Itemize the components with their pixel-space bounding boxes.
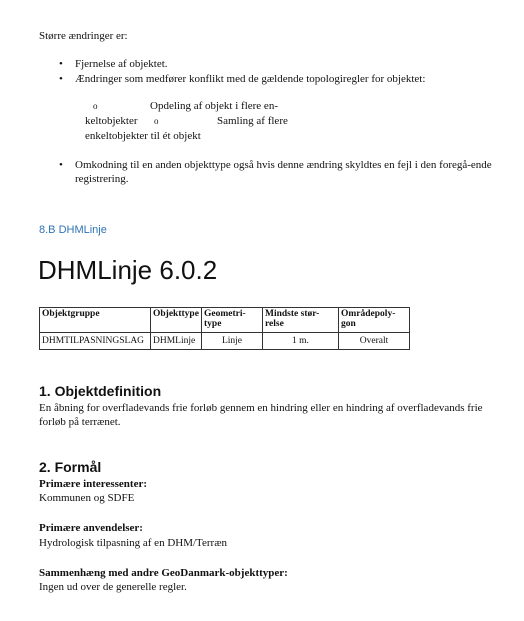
field-label: Primære anvendelser: bbox=[39, 522, 143, 534]
table-cell: DHMLinje bbox=[151, 333, 202, 350]
sub-bullet-icon: o bbox=[93, 101, 98, 111]
sub-item-text: keltobjekter bbox=[85, 115, 138, 127]
bullet-text: Fjernelse af objektet. bbox=[75, 58, 168, 70]
sub-bullet-icon: o bbox=[154, 116, 159, 126]
object-table bbox=[39, 307, 410, 350]
section-link[interactable]: 8.B DHMLinje bbox=[39, 224, 107, 236]
sub-item-text: Opdeling af objekt i flere en- bbox=[150, 100, 278, 112]
bullet-item bbox=[59, 57, 168, 71]
table-cell: Overalt bbox=[339, 333, 410, 350]
table-header-cell: Geometri-type bbox=[202, 308, 263, 333]
section-text: En åbning for overfladevands frie forløb gennem en hindring eller en hindring af overfladevands frie forløb på terrænet. bbox=[39, 402, 483, 428]
table-header-cell: Objektgruppe bbox=[40, 308, 151, 333]
table-header-cell: Mindste stør-relse bbox=[263, 308, 339, 333]
section-heading: 1. Objektdefinition bbox=[39, 383, 162, 399]
field-label: Primære interessenter: bbox=[39, 478, 148, 490]
bullet-text: Omkodning til en anden objekttype også hvis denne ændring skyldtes en fejl i den foregå-ende registrering. bbox=[75, 159, 492, 185]
sub-item-text: enkeltobjekter til ét objekt bbox=[85, 130, 201, 142]
table-cell: 1 m. bbox=[263, 333, 339, 350]
table-header-cell: Områdepoly-gon bbox=[339, 308, 410, 333]
field-value: Ingen ud over de generelle regler. bbox=[39, 581, 187, 593]
table-header-row bbox=[40, 308, 410, 333]
table-header-cell: Objekttype bbox=[151, 308, 202, 333]
field-label: Sammenhæng med andre GeoDanmark-objekttyper: bbox=[39, 567, 288, 579]
field-value: Kommunen og SDFE bbox=[39, 492, 135, 504]
table-row bbox=[40, 333, 410, 350]
table-cell: DHMTILPASNINGSLAG bbox=[40, 333, 151, 350]
section-heading: 2. Formål bbox=[39, 459, 102, 475]
bullet-text: Ændringer som medfører konflikt med de gældende topologiregler for objektet: bbox=[75, 73, 426, 85]
sub-item-text: Samling af flere bbox=[217, 115, 288, 127]
bullet-dot-icon: • bbox=[59, 58, 63, 70]
field-value: Hydrologisk tilpasning af en DHM/Terræn bbox=[39, 537, 228, 549]
intro-text: Større ændringer er: bbox=[39, 30, 128, 42]
bullet-dot-icon: • bbox=[59, 159, 63, 171]
bullet-item bbox=[59, 72, 426, 86]
bullet-item bbox=[59, 158, 515, 186]
bullet-dot-icon: • bbox=[59, 73, 63, 85]
page-title: DHMLinje 6.0.2 bbox=[38, 255, 218, 285]
table-cell: Linje bbox=[202, 333, 263, 350]
